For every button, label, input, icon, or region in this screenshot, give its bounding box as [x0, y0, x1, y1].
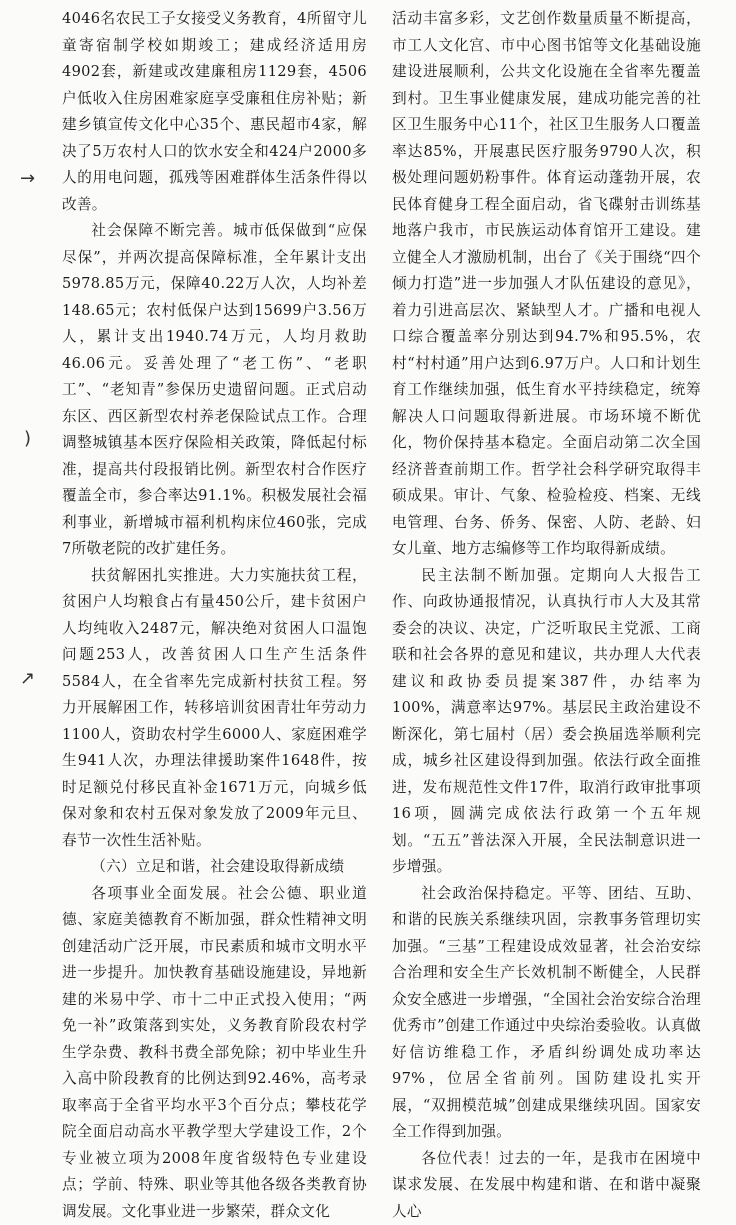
paragraph: 各项事业全面发展。社会公德、职业道德、家庭美德教育不断加强，群众性精神文明创建活动广泛开展，市民素质和城市文明水平进一步提升。加快教育基础设施建设，异地新建的米易中学、市十二中正式投入使用；“两免一补”政策落到实处，义务教育阶段农村学生学杂费、教科书费全部免除；初中毕业生升入高中阶段教育的比例达到92.46%，高考录取率高于全省平均水平3个百分点；攀枝花学院全面启动高水平教学型大学建设工作，2个专业被立项为2008年度省级特色专业建设点；学前、特殊、职业等其他各级各类教育协调发展。文化事业进一步繁荣，群众文化: [62, 881, 367, 1225]
left-column: [62, 6, 367, 1225]
section-heading: （六）立足和谐，社会建设取得新成绩: [62, 854, 367, 881]
paragraph: 扶贫解困扎实推进。大力实施扶贫工程，贫困户人均粮食占有量450公斤，建卡贫困户人均纯收入2487元，解决绝对贫困人口温饱问题253人，改善贫困人口生产生活条件5584人，在全省率先完成新村扶贫工程。努力开展解困工作，转移培训贫困青壮年劳动力1100人，资助农村学生6000人、家庭困难学生941人次，办理法律援助案件1648件，按时足额兑付移民直补金1671万元，向城乡低保对象和农村五保对象发放了2009年元旦、春节一次性生活补贴。: [62, 563, 367, 855]
paragraph: 民主法制不断加强。定期向人大报告工作、向政协通报情况，认真执行市人大及其常委会的决议、决定，广泛听取民主党派、工商联和社会各界的意见和建议，共办理人大代表建议和政协委员提案387件，办结率为100%，满意率达97%。基层民主政治建设不断深化，第七届村（居）委会换届选举顺利完成，城乡社区建设得到加强。依法行政全面推进，发布规范性文件17件，取消行政审批事项16项，圆满完成依法行政第一个五年规划。“五五”普法深入开展，全民法制意识进一步增强。: [392, 563, 701, 881]
margin-mark-1: →: [20, 168, 35, 189]
margin-mark-2: ): [24, 428, 31, 449]
paragraph: 各位代表！过去的一年，是我市在困境中谋求发展、在发展中构建和谐、在和谐中凝聚人心: [392, 1146, 701, 1225]
paragraph: 4046名农民工子女接受义务教育，4所留守儿童寄宿制学校如期竣工；建成经济适用房4902套，新建或改建廉租房1129套，4506户低收入住房困难家庭享受廉租住房补贴；新建乡镇宣传文化中心35个、惠民超市4家，解决了5万农村人口的饮水安全和424户2000多人的用电问题，孤残等困难群体生活条件得以改善。: [62, 6, 367, 218]
paragraph: 社会保障不断完善。城市低保做到“应保尽保”，并两次提高保障标准，全年累计支出5978.85万元，保障40.22万人次，人均补差148.65元；农村低保户达到15699户3.56万人，累计支出1940.74万元，人均月救助46.06元。妥善处理了“老工伤”、“老职工”、“老知青”参保历史遗留问题。正式启动东区、西区新型农村养老保险试点工作。合理调整城镇基本医疗保险相关政策，降低起付标准，提高共付段报销比例。新型农村合作医疗覆盖全市，参合率达91.1%。积极发展社会福利事业，新增城市福利机构床位460张，完成7所敬老院的改扩建任务。: [62, 218, 367, 563]
margin-mark-3: ↗: [20, 668, 35, 689]
right-column: [392, 6, 701, 1225]
paragraph: 社会政治保持稳定。平等、团结、互助、和谐的民族关系继续巩固，宗教事务管理切实加强。“三基”工程建设成效显著，社会治安综合治理和安全生产长效机制不断健全，人民群众安全感进一步增强，“全国社会治安综合治理优秀市”创建工作通过中央综治委验收。认真做好信访维稳工作，矛盾纠纷调处成功率达97%，位居全省前列。国防建设扎实开展，“双拥模范城”创建成果继续巩固。国家安全工作得到加强。: [392, 881, 701, 1146]
paragraph: 活动丰富多彩，文艺创作数量质量不断提高，市工人文化宫、市中心图书馆等文化基础设施建设进展顺利，公共文化设施在全省率先覆盖到村。卫生事业健康发展，建成功能完善的社区卫生服务中心11个，社区卫生服务人口覆盖率达85%，开展惠民医疗服务9790人次，积极处理问题奶粉事件。体育运动蓬勃开展，农民体育健身工程全面启动，省飞碟射击训练基地落户我市，市民族运动体育馆开工建设。建立健全人才激励机制，出台了《关于围绕“四个倾力打造”进一步加强人才队伍建设的意见》，着力引进高层次、紧缺型人才。广播和电视人口综合覆盖率分别达到94.7%和95.5%，农村“村村通”用户达到6.97万户。人口和计划生育工作继续加强，低生育水平持续稳定，统筹解决人口问题取得新进展。市场环境不断优化，物价保持基本稳定。全面启动第二次全国经济普查前期工作。哲学社会科学研究取得丰硕成果。审计、气象、检验检疫、档案、无线电管理、台务、侨务、保密、人防、老龄、妇女儿童、地方志编修等工作均取得新成绩。: [392, 6, 701, 563]
